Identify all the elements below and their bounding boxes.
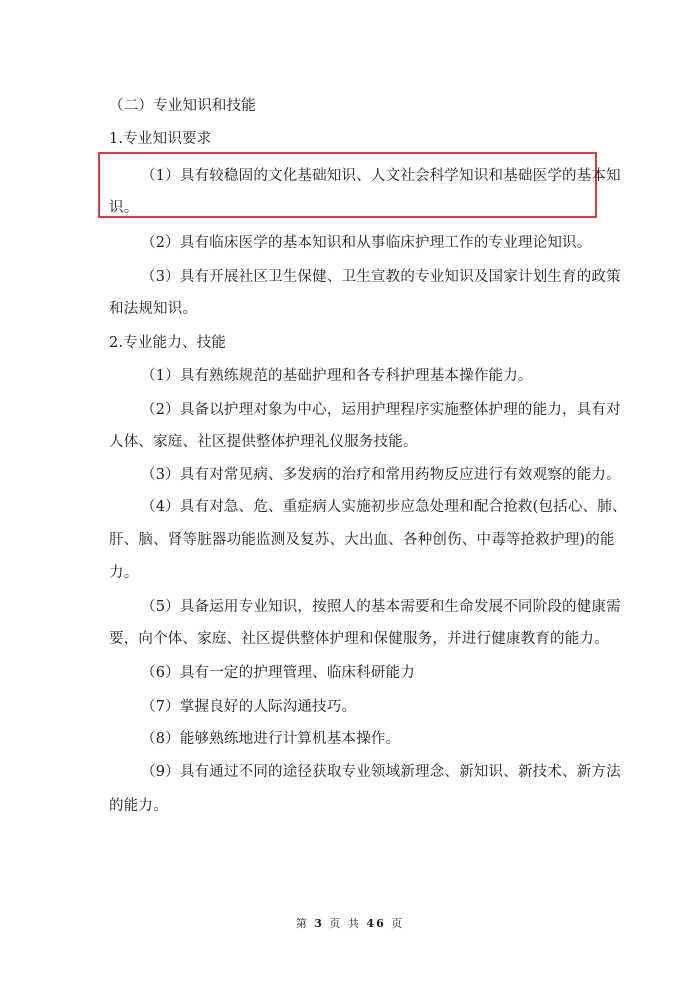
footer-suffix: 页	[391, 917, 405, 930]
skills-item-2-line-2: 人体、家庭、社区提供整体护理礼仪服务技能。	[109, 434, 418, 450]
footer-prefix: 第	[295, 917, 309, 930]
skills-heading: 2.专业能力、技能	[109, 335, 227, 351]
section-heading: （二）专业知识和技能	[109, 98, 256, 114]
skills-item-9-line-2: 的能力。	[109, 798, 168, 814]
skills-item-4-line-3: 力。	[109, 565, 139, 581]
skills-item-3: （3）具有对常见病、多发病的治疗和常用药物反应进行有效观察的能力。	[141, 467, 621, 483]
knowledge-item-1-line-2: 识。	[109, 200, 139, 216]
skills-item-5-line-2: 要，向个体、家庭、社区提供整体护理和保健服务，并进行健康教育的能力。	[109, 631, 609, 647]
footer-page-number: 3	[314, 917, 324, 930]
skills-item-2-line-1: （2）具备以护理对象为中心，运用护理程序实施整体护理的能力，具有对	[141, 402, 621, 418]
skills-item-7: （7）掌握良好的人际沟通技巧。	[141, 699, 357, 715]
skills-item-4-line-1: （4）具有对急、危、重症病人实施初步应急处理和配合抢救(包括心、肺、	[141, 499, 627, 515]
footer-middle: 页 共	[329, 917, 361, 930]
skills-item-9-line-1: （9）具有通过不同的途径获取专业领域新理念、新知识、新技术、新方法	[141, 764, 621, 780]
skills-item-5-line-1: （5）具备运用专业知识，按照人的基本需要和生命发展不同阶段的健康需	[141, 599, 621, 615]
page-footer	[0, 917, 700, 931]
skills-item-1: （1）具有熟练规范的基础护理和各专科护理基本操作能力。	[141, 368, 533, 384]
knowledge-item-2: （2）具有临床医学的基本知识和从事临床护理工作的专业理论知识。	[141, 235, 592, 251]
footer-total-pages: 46	[366, 917, 386, 930]
knowledge-item-3-line-1: （3）具有开展社区卫生保健、卫生宣教的专业知识及国家计划生育的政策	[141, 269, 621, 285]
skills-item-4-line-2: 肝、脑、肾等脏器功能监测及复苏、大出血、各种创伤、中毒等抢救护理)的能	[109, 532, 615, 548]
knowledge-heading: 1.专业知识要求	[109, 131, 212, 147]
skills-item-6: （6）具有一定的护理管理、临床科研能力	[141, 665, 416, 681]
skills-item-8: （8）能够熟练地进行计算机基本操作。	[141, 731, 401, 747]
knowledge-item-1-line-1: （1）具有较稳固的文化基础知识、人文社会科学知识和基础医学的基本知	[141, 168, 621, 184]
knowledge-item-3-line-2: 和法规知识。	[109, 301, 198, 317]
